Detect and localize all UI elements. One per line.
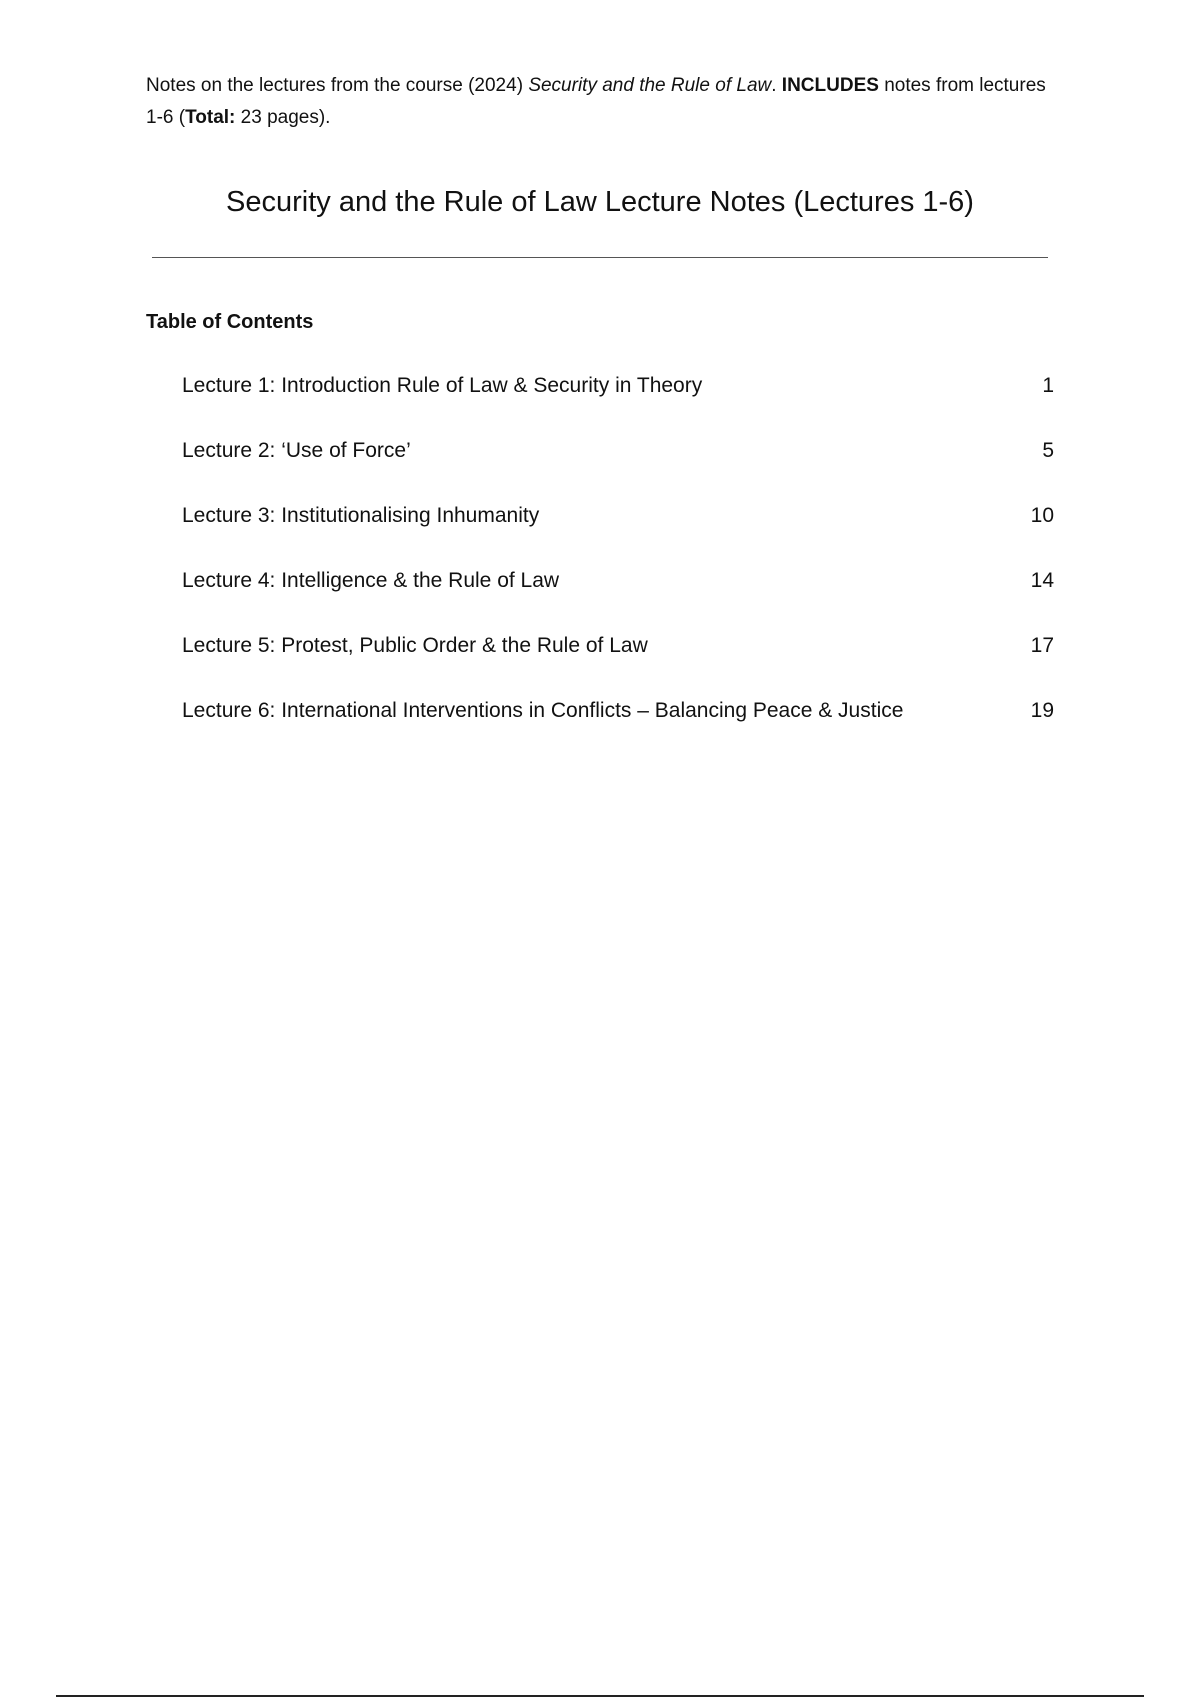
- toc-entry-page: 19: [1030, 699, 1054, 722]
- toc-entry-title: Lecture 3: Institutionalising Inhumanity: [182, 504, 540, 527]
- intro-text-3: notes from lectures 1-6 (: [146, 75, 1046, 128]
- intro-text-4: 23 pages).: [235, 107, 331, 128]
- toc-entry-title: Lecture 5: Protest, Public Order & the Rule of Law: [182, 634, 648, 657]
- course-name: Security and the Rule of Law: [528, 75, 772, 96]
- toc-entry-page: 17: [1030, 634, 1054, 657]
- total-label: Total:: [185, 107, 236, 128]
- toc-entry-title: Lecture 1: Introduction Rule of Law & Security in Theory: [182, 374, 703, 397]
- page-bottom-divider: [56, 1695, 1144, 1697]
- toc-entry-title: Lecture 4: Intelligence & the Rule of Law: [182, 569, 560, 592]
- includes-label: INCLUDES: [781, 75, 879, 96]
- toc-entry-title: Lecture 2: ‘Use of Force’: [182, 439, 411, 462]
- toc-entry-lecture-3[interactable]: [182, 502, 1054, 567]
- toc-entry-page: 14: [1030, 569, 1054, 592]
- intro-text-2: .: [771, 75, 782, 96]
- toc-entry-lecture-2[interactable]: [182, 437, 1054, 502]
- toc-entry-lecture-6[interactable]: [182, 697, 1054, 762]
- toc-entry-lecture-4[interactable]: [182, 567, 1054, 632]
- document-title: Security and the Rule of Law Lecture Notes (Lectures 1-6): [226, 186, 974, 218]
- table-of-contents: [182, 372, 1054, 762]
- toc-entry-lecture-1[interactable]: [182, 372, 1054, 437]
- intro-text-1: Notes on the lectures from the course (2024): [146, 75, 529, 96]
- toc-entry-page: 10: [1030, 504, 1054, 527]
- toc-entry-lecture-5[interactable]: [182, 632, 1054, 697]
- title-divider: [152, 257, 1048, 258]
- toc-entry-page: 5: [1042, 439, 1054, 462]
- toc-heading: Table of Contents: [146, 311, 314, 333]
- toc-entry-title: Lecture 6: International Interventions in Conflicts – Balancing Peace & Justice: [182, 699, 904, 722]
- intro-paragraph: [146, 70, 1046, 134]
- toc-entry-page: 1: [1042, 374, 1054, 397]
